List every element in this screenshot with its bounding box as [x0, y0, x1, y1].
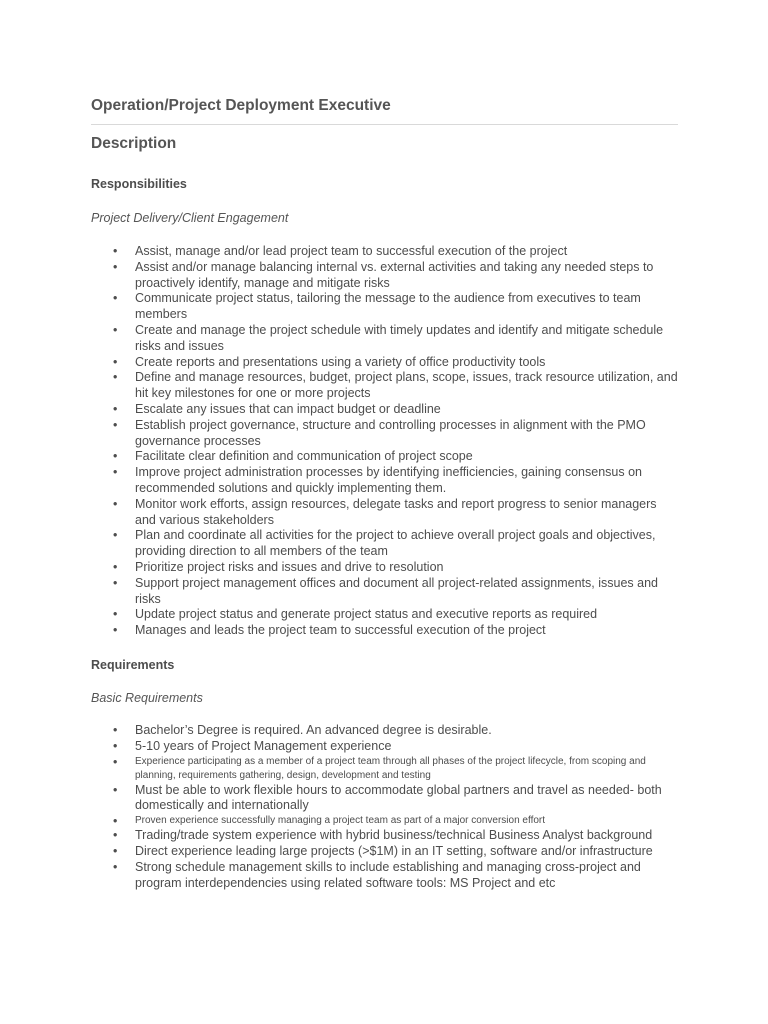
list-item-text: Bachelor’s Degree is required. An advanced degree is desirable. [135, 722, 492, 737]
responsibilities-heading: Responsibilities [91, 177, 187, 191]
list-item-text: Create reports and presentations using a variety of office productivity tools [135, 354, 546, 369]
list-item-text: Direct experience leading large projects (>$1M) in an IT setting, software and/or infrastructure [135, 843, 653, 858]
bullet-icon: • [113, 322, 118, 337]
list-item [91, 576, 678, 608]
bullet-icon: • [113, 528, 118, 543]
list-item [91, 291, 678, 323]
list-item [91, 828, 678, 844]
bullet-icon: • [113, 417, 118, 432]
title-divider [91, 124, 678, 125]
bullet-icon: • [113, 354, 118, 369]
bullet-icon: • [113, 370, 118, 385]
bullet-icon: • [113, 738, 118, 753]
responsibilities-list [91, 244, 678, 639]
bullet-icon: • [113, 623, 118, 638]
list-item-text: Escalate any issues that can impact budget or deadline [135, 401, 441, 416]
list-item [91, 449, 678, 465]
list-item [91, 528, 678, 560]
requirements-subheading: Basic Requirements [91, 690, 203, 705]
list-item-text: Must be able to work flexible hours to accommodate global partners and travel as needed- both domestically and internationally [135, 782, 662, 813]
bullet-icon: • [113, 291, 118, 306]
list-item [91, 370, 678, 402]
bullet-icon: • [113, 782, 118, 797]
bullet-icon: • [113, 843, 118, 858]
list-item-text: Define and manage resources, budget, project plans, scope, issues, track resource utilization, and hit key milestones for one or more projects [135, 370, 678, 401]
bullet-icon: • [113, 859, 118, 874]
list-item [91, 860, 678, 892]
list-item-text: Plan and coordinate all activities for the project to achieve overall project goals and objectives, providing direction to all members of the team [135, 528, 656, 559]
list-item-text: 5-10 years of Project Management experience [135, 738, 392, 753]
list-item-text: Proven experience successfully managing a project team as part of a major conversion effort [135, 815, 546, 827]
list-item [91, 723, 678, 739]
list-item [91, 465, 678, 497]
list-item [91, 497, 678, 529]
list-item-text: Strong schedule management skills to include establishing and managing cross-project and program interdependencies using related software tools: MS Project and etc [135, 859, 641, 890]
description-heading: Description [91, 135, 177, 152]
bullet-icon: • [113, 465, 118, 480]
requirements-heading: Requirements [91, 657, 175, 672]
page-title: Operation/Project Deployment Executive [91, 97, 391, 114]
bullet-icon: • [113, 244, 118, 258]
list-item-text: Prioritize project risks and issues and drive to resolution [135, 559, 444, 574]
list-item [91, 814, 678, 828]
bullet-icon: • [113, 828, 118, 843]
responsibilities-subheading: Project Delivery/Client Engagement [91, 211, 289, 225]
list-item-text: Update project status and generate project status and executive reports as required [135, 607, 598, 622]
list-item [91, 623, 678, 639]
bullet-icon: • [113, 259, 118, 274]
list-item [91, 260, 678, 292]
list-item [91, 244, 678, 260]
bullet-icon: • [113, 449, 118, 464]
list-item-text: Create and manage the project schedule with timely updates and identify and mitigate schedule risks and issues [135, 322, 664, 353]
bullet-icon: • [113, 814, 118, 829]
bullet-icon: • [113, 559, 118, 574]
list-item-text: Trading/trade system experience with hybrid business/technical Business Analyst background [135, 828, 653, 843]
list-item-text: Improve project administration processes by identifying inefficiencies, gaining consensus on recommended solutions and quickly implementing them. [135, 465, 642, 495]
bullet-icon: • [113, 401, 118, 416]
list-item [91, 844, 678, 860]
bullet-icon: • [113, 607, 118, 622]
list-item-text: Assist, manage and/or lead project team to successful execution of the project [135, 244, 568, 258]
list-item [91, 560, 678, 576]
list-item [91, 783, 678, 815]
list-item [91, 755, 678, 783]
list-item [91, 323, 678, 355]
document-page [91, 96, 678, 891]
bullet-icon: • [113, 496, 118, 511]
list-item-text: Manages and leads the project team to successful execution of the project [135, 623, 546, 638]
list-item [91, 418, 678, 450]
list-item [91, 402, 678, 418]
list-item-text: Assist and/or manage balancing internal vs. external activities and taking any needed steps to proactively identify, manage and mitigate risks [135, 259, 654, 290]
list-item [91, 607, 678, 623]
bullet-icon: • [113, 575, 118, 590]
list-item-text: Support project management offices and document all project-related assignments, issues and risks [135, 575, 658, 606]
list-item-text: Experience participating as a member of a project team through all phases of the project lifecycle, from scoping and planning, requirements gathering, design, development and testing [135, 755, 646, 781]
list-item-text: Establish project governance, structure and controlling processes in alignment with the PMO governance processes [135, 417, 646, 448]
list-item [91, 739, 678, 755]
requirements-list [91, 723, 678, 891]
list-item [91, 355, 678, 371]
bullet-icon: • [113, 722, 118, 737]
bullet-icon: • [113, 754, 118, 769]
list-item-text: Communicate project status, tailoring the message to the audience from executives to team members [135, 291, 641, 322]
list-item-text: Facilitate clear definition and communication of project scope [135, 449, 473, 464]
list-item-text: Monitor work efforts, assign resources, delegate tasks and report progress to senior managers and various stakeholders [135, 496, 657, 527]
